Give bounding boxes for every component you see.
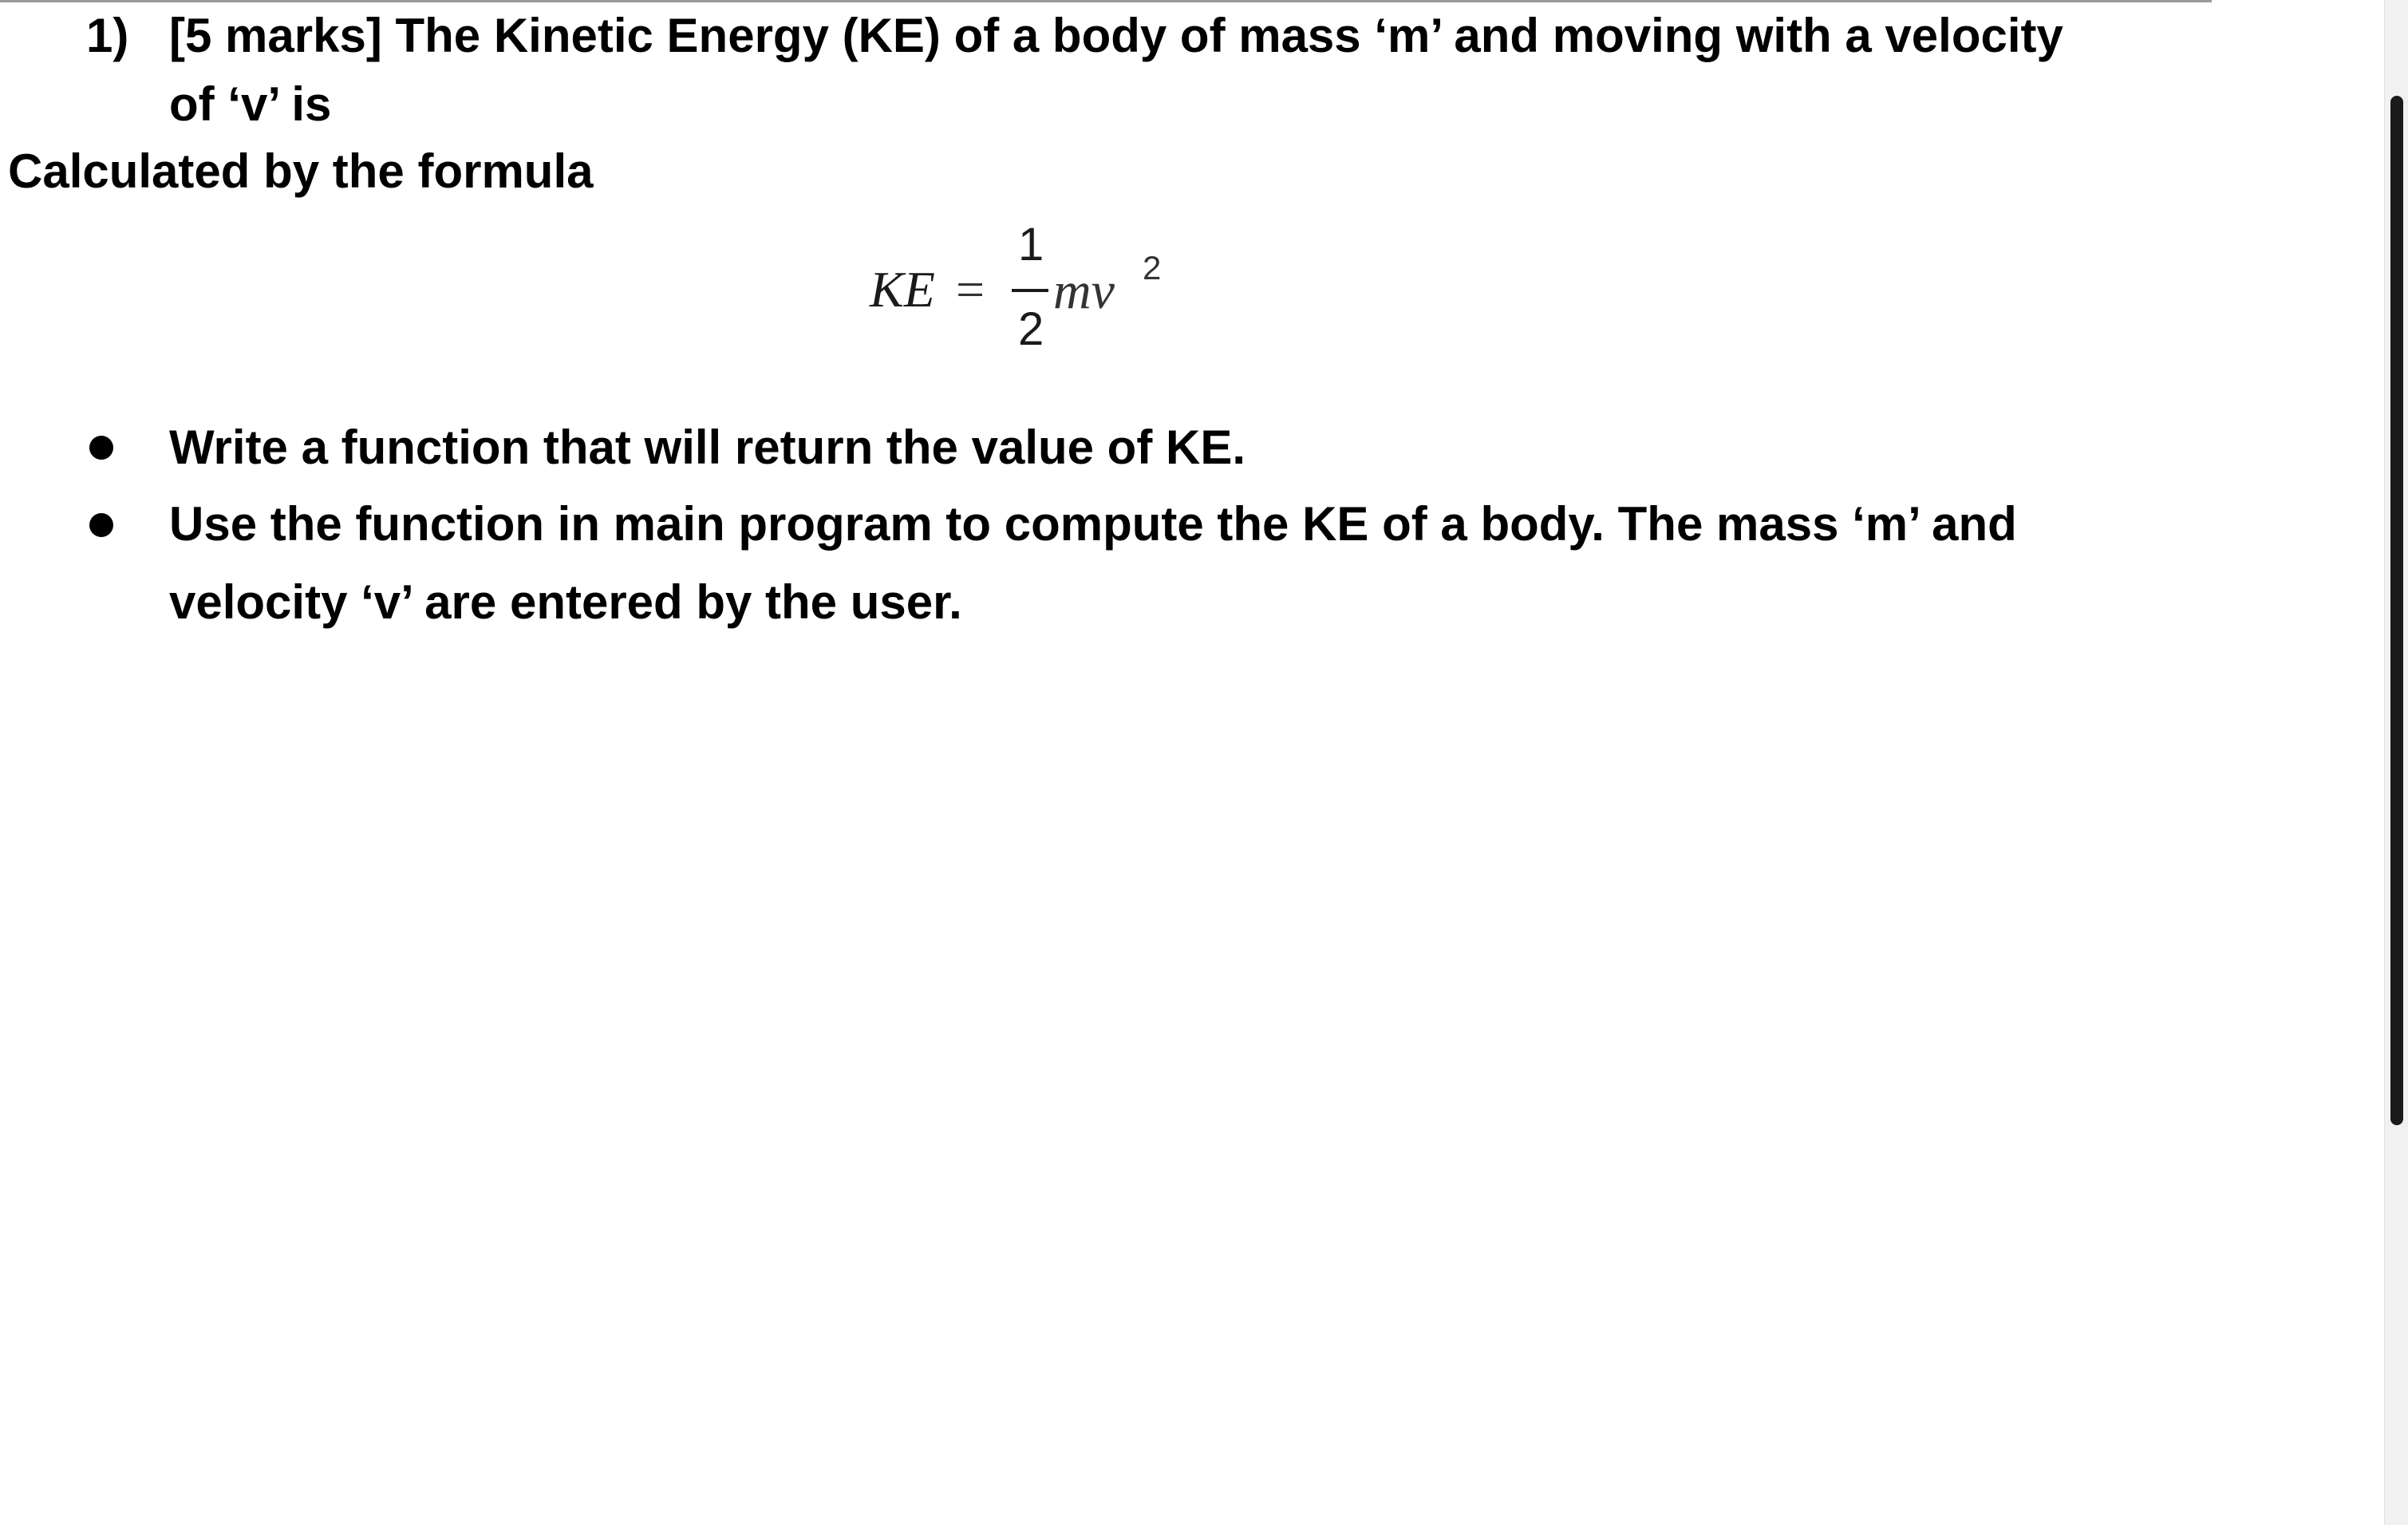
formula-denominator: 2	[1018, 303, 1044, 355]
question-text-line-2: of ‘v’ is	[169, 77, 332, 131]
bullet-dot	[89, 436, 113, 460]
formula-term: mv	[1053, 262, 1115, 320]
scrollbar-thumb[interactable]	[2390, 96, 2403, 1125]
formula-equals: =	[956, 261, 985, 318]
fraction-bar	[1012, 289, 1048, 292]
kinetic-energy-formula	[862, 212, 1213, 356]
bullet-dot	[89, 513, 113, 537]
bullet-item-2-line-1: Use the function in main program to compute the KE of a body. The mass ‘m’ and	[169, 497, 2017, 551]
formula-numerator: 1	[1018, 219, 1044, 271]
formula-intro: Calculated by the formula	[8, 144, 594, 198]
bullet-item-2-line-2: velocity ‘v’ are entered by the user.	[169, 575, 962, 629]
bullet-item-1: Write a function that will return the value of KE.	[169, 421, 1246, 474]
top-divider	[0, 0, 2212, 2]
question-number: 1)	[86, 9, 129, 62]
formula-lhs: KE	[870, 261, 935, 318]
formula-exponent: 2	[1143, 249, 1162, 286]
question-text-line-1: [5 marks] The Kinetic Energy (KE) of a body of mass ‘m’ and moving with a velocity	[169, 9, 2063, 62]
